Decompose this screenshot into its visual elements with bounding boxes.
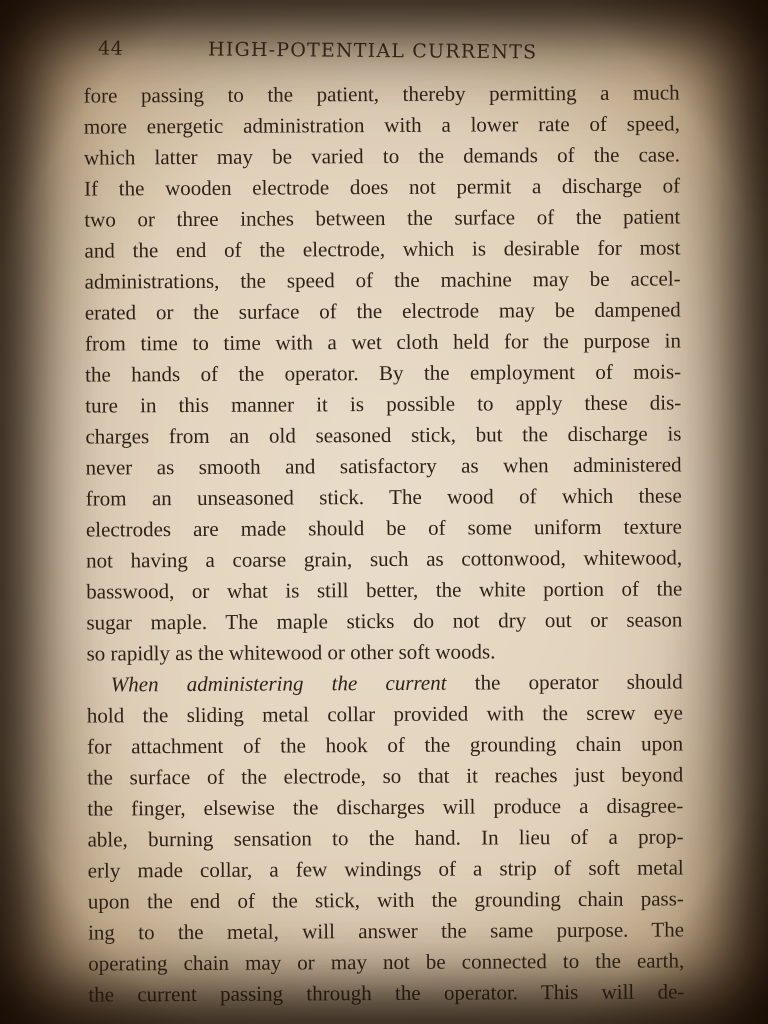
text-line: erated or the surface of the electrode may be dampened (84, 297, 681, 325)
text-line: ture in this manner it is possible to apply these dis- (85, 390, 682, 418)
text-line: upon the end of the stick, with the grounding chain pass- (87, 886, 684, 914)
paragraph-start-line (87, 666, 683, 700)
text-line: hold the sliding metal collar provided with the screw eye (86, 700, 683, 728)
text-span: the operator should (446, 669, 683, 695)
text-line: fore passing to the patient, thereby permitting a much (83, 80, 680, 108)
text-line: never as smooth and satisfactory as when administered (85, 452, 682, 480)
text-line: administrations, the speed of the machine may be accel- (84, 266, 681, 294)
text-line: the hands of the operator. By the employment of mois- (85, 359, 682, 387)
page-header (98, 38, 668, 73)
text-line: able, burning sensation to the hand. In lieu of a prop- (87, 824, 684, 852)
text-line: If the wooden electrode does not permit a discharge of (84, 173, 681, 201)
text-line: sugar maple. The maple sticks do not dry out or season (86, 607, 683, 635)
text-line: the surface of the electrode, so that it reaches just beyond (87, 762, 684, 790)
text-line: two or three inches between the surface of the patient (84, 204, 681, 232)
italic-lead: When administering the current (110, 670, 447, 697)
text-line: charges from an old seasoned stick, but the discharge is (85, 421, 682, 449)
text-line: erly made collar, a few windings of a strip of soft metal (87, 855, 684, 883)
text-line: ing to the metal, will answer the same purpose. The (87, 917, 685, 945)
text-line: operating chain may or may not be connected to the earth, (88, 948, 685, 976)
text-line: more energetic administration with a lower rate of speed, (83, 111, 680, 139)
body-text (84, 77, 685, 1010)
text-line: from an unseasoned stick. The wood of which these (85, 483, 682, 511)
text-line: the current passing through the operator. This will de- (88, 979, 685, 1007)
text-line: electrodes are made should be of some uniform texture (85, 514, 682, 542)
running-head: HIGH-POTENTIAL CURRENTS (207, 38, 538, 64)
text-line: not having a coarse grain, such as cottonwood, whitewood, (86, 545, 683, 573)
text-line: which latter may be varied to the demands of the case. (83, 142, 681, 170)
text-line: from time to time with a wet cloth held for the purpose in (84, 328, 682, 356)
text-line: basswood, or what is still better, the white portion of the (86, 576, 683, 604)
text-line: for attachment of the hook of the grounding chain upon (86, 731, 684, 759)
text-line: and the end of the electrode, which is desirable for most (84, 235, 681, 263)
page-number: 44 (97, 37, 124, 60)
text-line: the finger, elsewise the discharges will produce a disagree- (87, 793, 684, 821)
text-line: so rapidly as the whitewood or other soft woods. (86, 639, 496, 666)
